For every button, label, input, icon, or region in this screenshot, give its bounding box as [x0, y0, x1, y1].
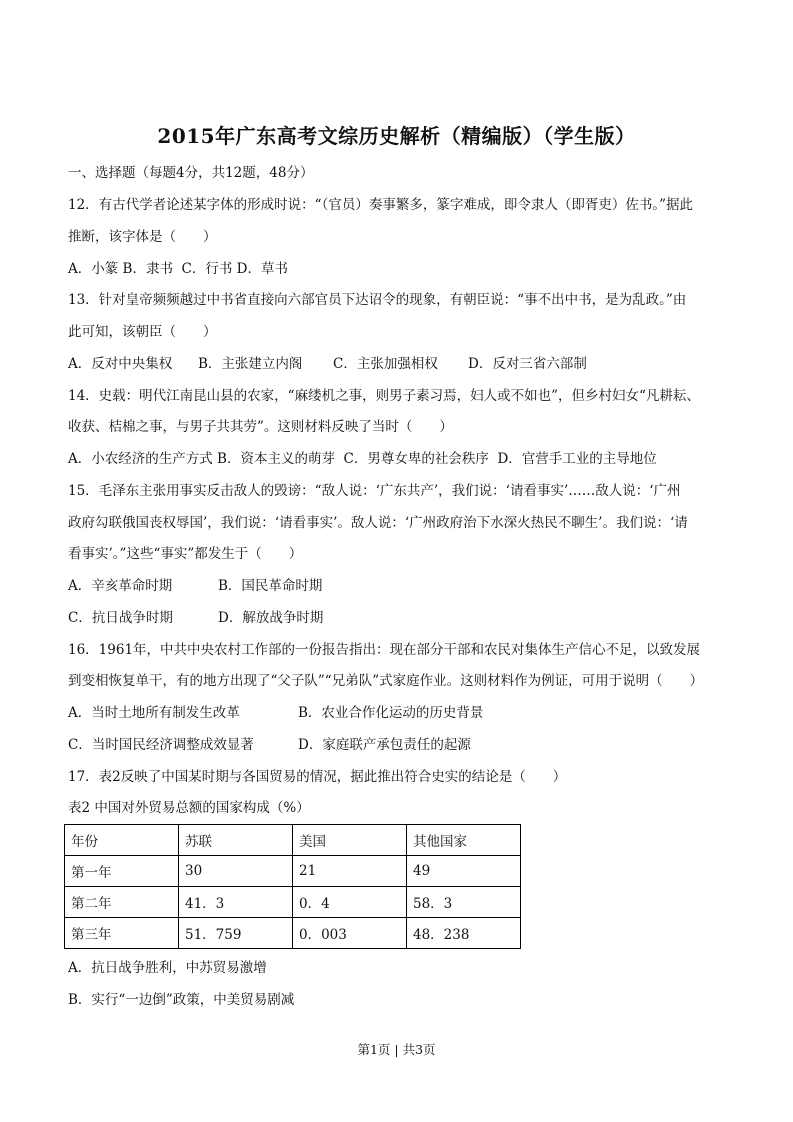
question-text-line: 13．针对皇帝频频越过中书省直接向六部官员下达诏令的现象，有朝臣说：“事不出中书，是为乱政。”由: [68, 292, 687, 309]
question-text-line: 14．史载：明代江南昆山县的农家，“麻缕机之事，则男子素习焉，妇人或不如也”，但乡村妇女“凡耕耘、: [68, 387, 700, 404]
answer-option: C．抗日战争时期: [68, 609, 173, 626]
table-cell: 49: [407, 856, 521, 887]
answer-option: A．小篆 B．隶书 C．行书 D．草书: [68, 260, 288, 277]
table-cell: 第三年: [65, 918, 179, 949]
question-text-line: 表2 中国对外贸易总额的国家构成（%）: [68, 800, 310, 817]
table-row: [65, 856, 521, 887]
page-footer: 第1页 | 共3页: [357, 1042, 436, 1057]
answer-option: D．解放战争时期: [218, 609, 324, 626]
answer-option: B．农业合作化运动的历史背景: [298, 705, 484, 721]
table-header: 美国: [293, 825, 407, 856]
section-heading: 一、选择题（每题4分，共12题，48分）: [68, 165, 314, 181]
trade-table: [64, 824, 521, 949]
question-text-line: 收获、桔棉之事，与男子共其劳”。这则材料反映了当时（ ）: [68, 419, 453, 436]
table-cell: 21: [293, 856, 407, 887]
q17-option-b: B．实行“一边倒”政策，中美贸易剧减: [68, 992, 295, 1008]
table-cell: 第一年: [65, 856, 179, 887]
question-text-line: 此可知，该朝臣（ ）: [68, 324, 217, 340]
question-text-line: 看事实’。”这些“事实”都发生于（ ）: [68, 546, 303, 563]
document-title: 2015年广东高考文综历史解析（精编版）（学生版）: [157, 124, 636, 148]
answer-option: C．当时国民经济调整成效显著: [68, 736, 254, 753]
table-cell: 30: [179, 856, 293, 887]
table-header: 其他国家: [407, 825, 521, 856]
question-text-line: 15．毛泽东主张用事实反击敌人的毁谤：“敌人说：‘广东共产’，我们说：‘请看事实’……敌人说：‘广州: [68, 482, 681, 499]
table-cell: 48．238: [407, 918, 521, 949]
question-text-line: 16．1961年，中共中央农村工作部的一份报告指出：现在部分干部和农民对集体生产信心不足，以致发展: [68, 641, 701, 658]
question-text-line: 推断，该字体是（ ）: [68, 228, 217, 245]
table-cell: 0．4: [293, 887, 407, 918]
answer-option: B．主张建立内阁: [198, 355, 303, 372]
answer-option: A．辛亥革命时期: [68, 578, 173, 594]
answer-option: D．反对三省六部制: [468, 355, 587, 372]
q17-option-a: A．抗日战争胜利，中苏贸易激增: [68, 960, 267, 976]
table-row: [65, 887, 521, 918]
table-cell: 第二年: [65, 887, 179, 918]
question-text-line: 17．表2反映了中国某时期与各国贸易的情况，据此推出符合史实的结论是（ ）: [68, 768, 567, 785]
table-header-row: [65, 825, 521, 856]
question-text-line: 政府勾联俄国丧权辱国’，我们说：‘请看事实’。敌人说：‘广州政府治下水深火热民不聊生’。我们说：‘请: [68, 514, 688, 531]
table-header: 年份: [65, 825, 179, 856]
answer-option: A．小农经济的生产方式 B．资本主义的萌芽 C．男尊女卑的社会秩序 D．官营手工业的主导地位: [68, 451, 657, 467]
table-cell: 41．3: [179, 887, 293, 918]
question-text-line: 12．有古代学者论述某字体的形成时说：“（官员）奏事繁多，篆字难成，即令隶人（即胥吏）佐书。”据此: [68, 197, 693, 213]
answer-option: A．反对中央集权: [68, 355, 173, 372]
answer-option: A．当时土地所有制发生改革: [68, 705, 240, 721]
answer-option: C．主张加强相权: [333, 355, 438, 372]
question-text-line: 到变相恢复单干，有的地方出现了“父子队”“兄弟队”式家庭作业。这则材料作为例证，可用于说明（ ）: [68, 673, 704, 690]
table-cell: 58．3: [407, 887, 521, 918]
table-cell: 0．003: [293, 918, 407, 949]
answer-option: B．国民革命时期: [218, 578, 323, 594]
table-row: [65, 918, 521, 949]
answer-option: D．家庭联产承包责任的起源: [298, 736, 471, 753]
table-cell: 51．759: [179, 918, 293, 949]
table-header: 苏联: [179, 825, 293, 856]
